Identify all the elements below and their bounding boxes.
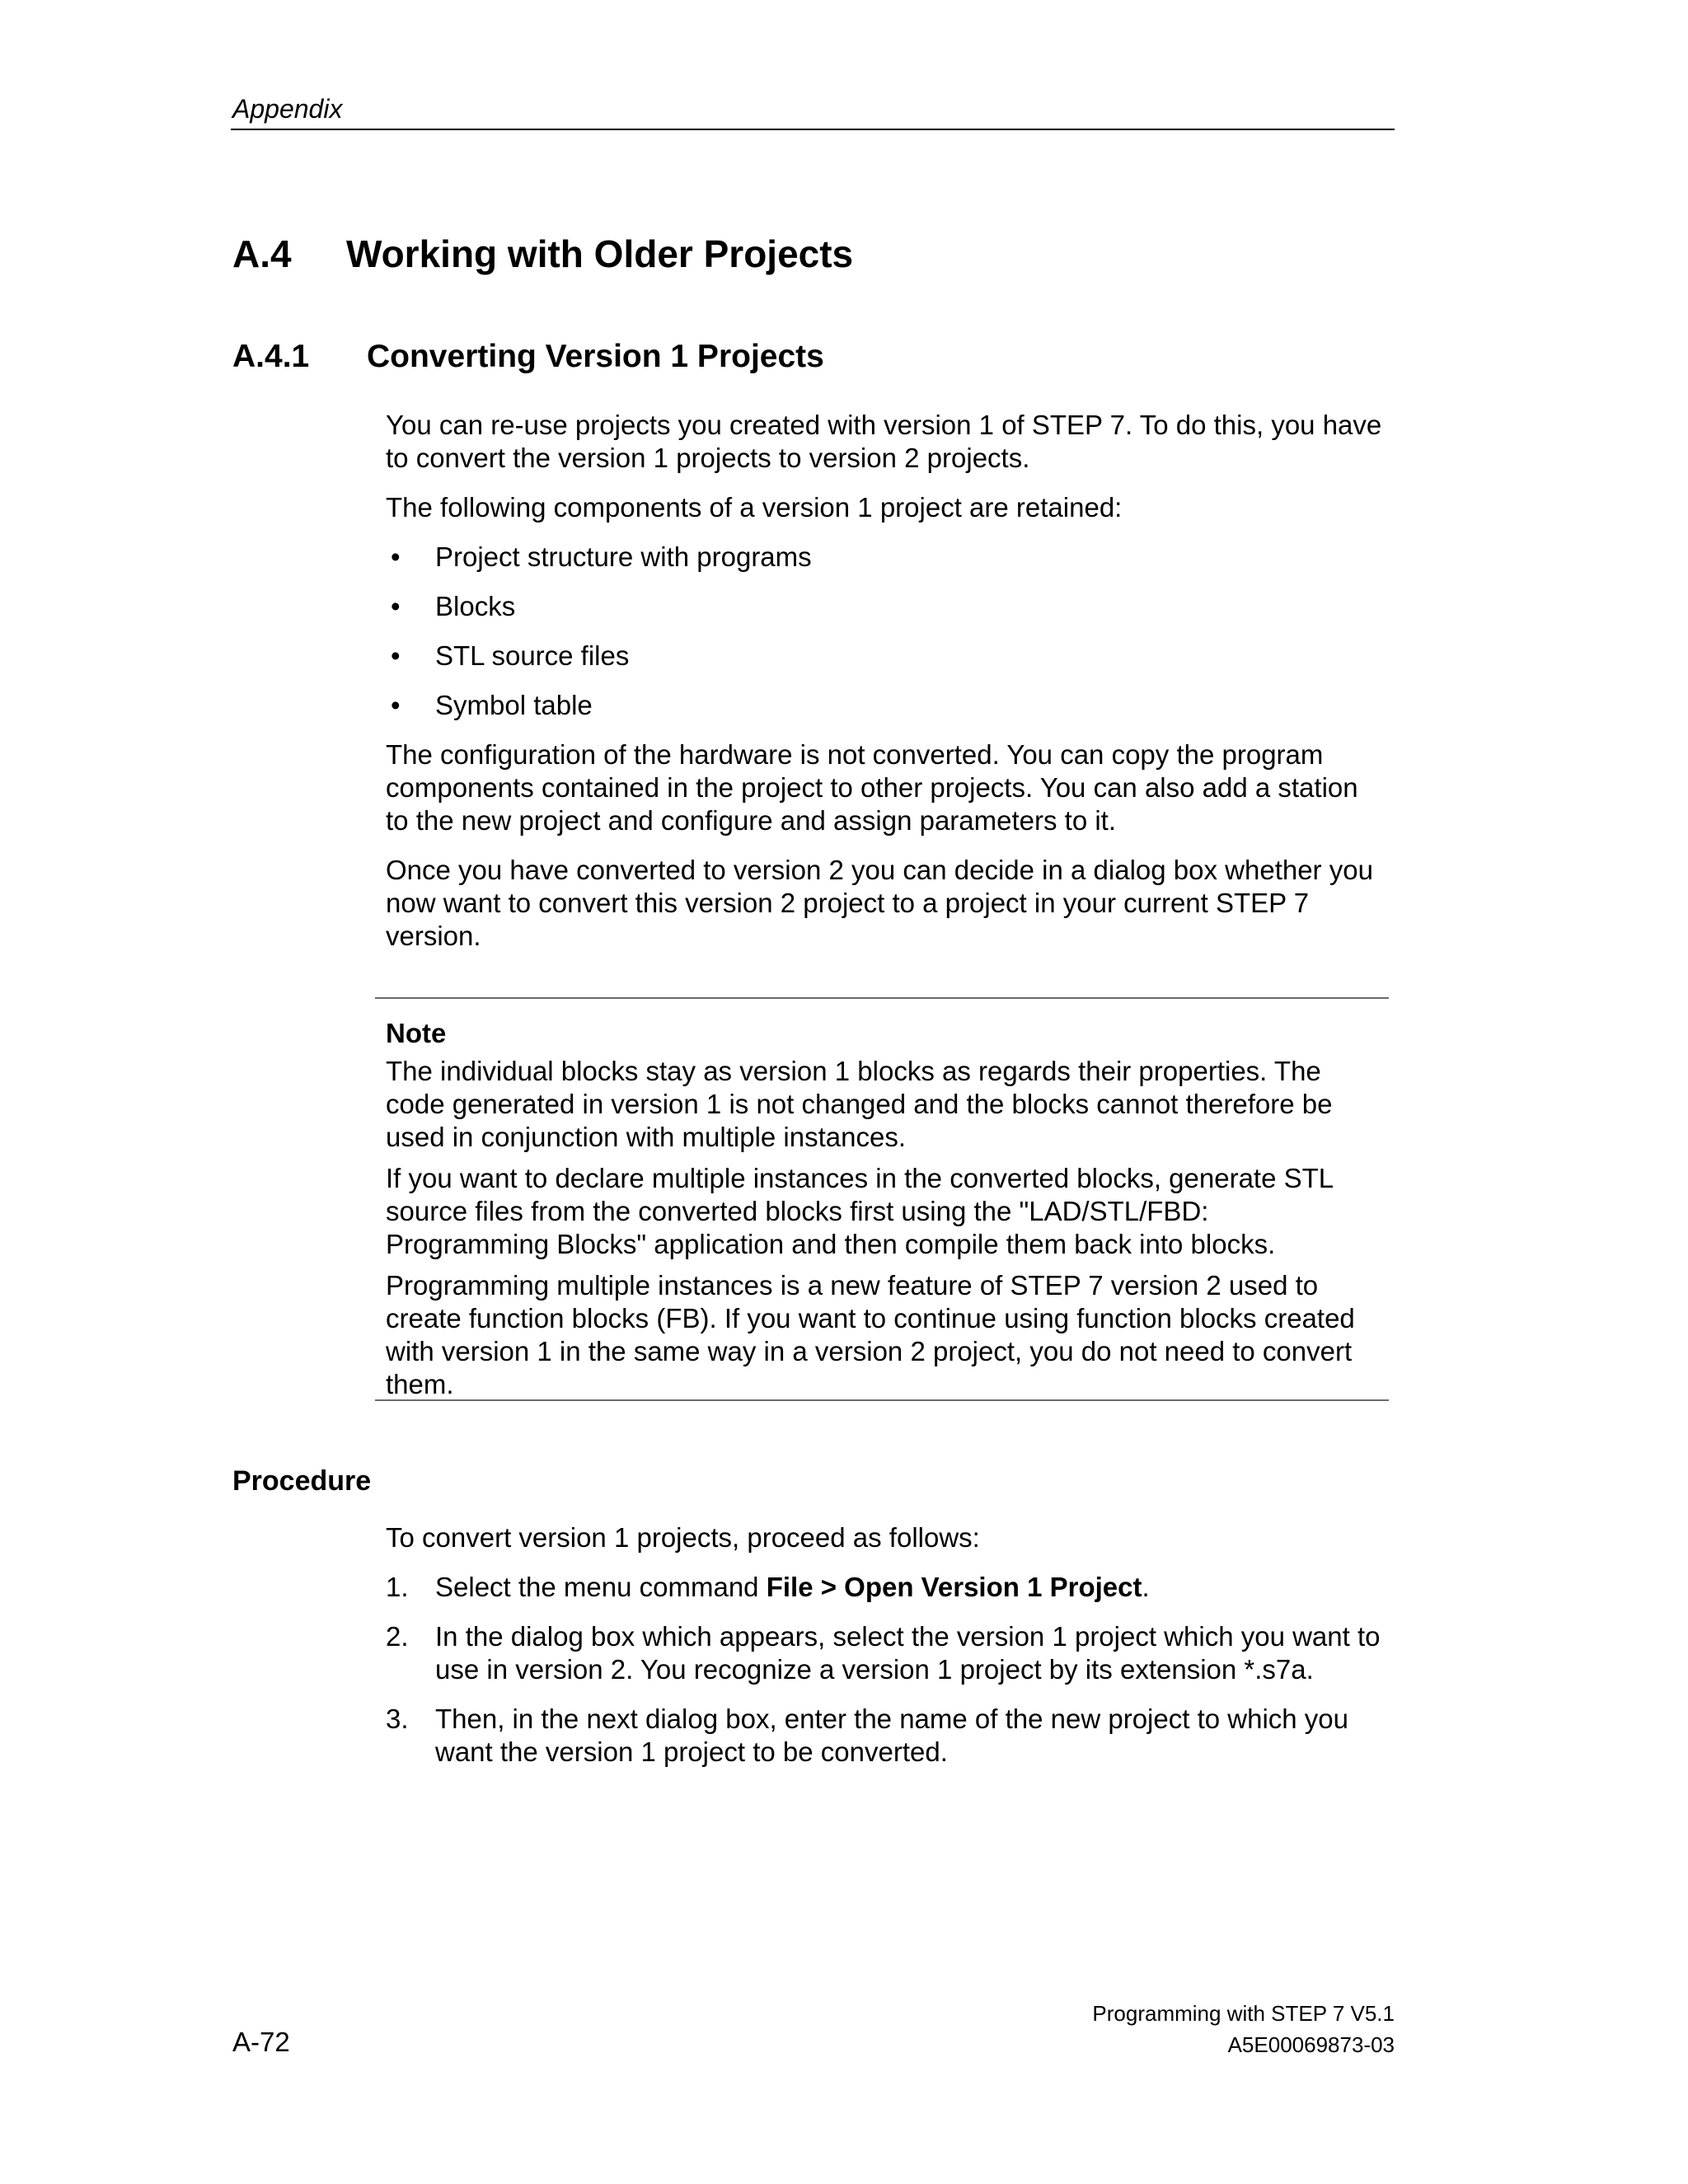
- step-number: 3.: [386, 1704, 409, 1734]
- note-paragraph-line: code generated in version 1 is not changed and the blocks cannot therefore be: [386, 1089, 1333, 1119]
- intro-paragraph-line: You can re-use projects you created with version 1 of STEP 7. To do this, you have: [386, 410, 1382, 440]
- running-header: Appendix: [232, 94, 343, 124]
- subsection-title: Converting Version 1 Projects: [367, 339, 824, 374]
- step-1-text: [435, 1571, 1400, 1604]
- note-bottom-rule: [375, 1399, 1389, 1401]
- bullet-marker: •: [391, 541, 401, 572]
- note-title: Note: [386, 1018, 447, 1048]
- step-1-pre: Select the menu command: [435, 1572, 767, 1602]
- menu-command: File > Open Version 1 Project: [766, 1572, 1142, 1602]
- procedure-heading: Procedure: [232, 1465, 372, 1497]
- bullet-item: Project structure with programs: [435, 541, 812, 572]
- step-3-line: Then, in the next dialog box, enter the name of the new project to which you: [435, 1704, 1349, 1734]
- section-number: A.4: [232, 232, 292, 275]
- note-paragraph-line: them.: [386, 1369, 454, 1399]
- section-title: Working with Older Projects: [346, 232, 854, 275]
- header-rule: [231, 129, 1395, 130]
- bullet-item: Symbol table: [435, 690, 593, 720]
- bullet-marker: •: [391, 690, 401, 720]
- note-paragraph-line: The individual blocks stay as version 1 blocks as regards their properties. The: [386, 1056, 1321, 1086]
- retained-components-intro: The following components of a version 1 project are retained:: [386, 492, 1123, 523]
- hardware-paragraph-line: The configuration of the hardware is not converted. You can copy the program: [386, 739, 1324, 770]
- procedure-intro: To convert version 1 projects, proceed as follows:: [386, 1522, 980, 1553]
- bullet-marker: •: [391, 591, 401, 621]
- order-number: A5E00069873-03: [1227, 2032, 1395, 2057]
- conversion-paragraph-line: version.: [386, 921, 481, 951]
- page-number: A-72: [232, 2027, 290, 2057]
- conversion-paragraph-line: Once you have converted to version 2 you can decide in a dialog box whether you: [386, 855, 1373, 885]
- hardware-paragraph-line: components contained in the project to other projects. You can also add a station: [386, 772, 1358, 803]
- note-paragraph-line: source files from the converted blocks first using the "LAD/STL/FBD:: [386, 1196, 1209, 1226]
- intro-paragraph-line: to convert the version 1 projects to version 2 projects.: [386, 443, 1030, 473]
- note-paragraph-line: If you want to declare multiple instances in the converted blocks, generate STL: [386, 1163, 1334, 1193]
- subsection-number: A.4.1: [232, 339, 310, 374]
- note-paragraph-line: with version 1 in the same way in a version 2 project, you do not need to convert: [386, 1336, 1353, 1366]
- note-paragraph-line: used in conjunction with multiple instances.: [386, 1122, 907, 1152]
- note-paragraph-line: create function blocks (FB). If you want to continue using function blocks created: [386, 1303, 1355, 1333]
- step-number: 2.: [386, 1621, 409, 1652]
- step-3-line: want the version 1 project to be converted.: [435, 1736, 948, 1767]
- note-top-rule: [375, 997, 1389, 999]
- bullet-item: Blocks: [435, 591, 516, 621]
- bullet-marker: •: [391, 640, 401, 671]
- step-number: 1.: [386, 1572, 409, 1602]
- step-2-line: In the dialog box which appears, select the version 1 project which you want to: [435, 1621, 1381, 1652]
- note-paragraph-line: Programming multiple instances is a new feature of STEP 7 version 2 used to: [386, 1270, 1319, 1301]
- manual-title: Programming with STEP 7 V5.1: [1092, 2001, 1395, 2026]
- hardware-paragraph-line: to the new project and configure and assign parameters to it.: [386, 805, 1117, 836]
- note-paragraph-line: Programming Blocks" application and then compile them back into blocks.: [386, 1229, 1276, 1259]
- step-2-line: use in version 2. You recognize a version 1 project by its extension *.s7a.: [435, 1654, 1314, 1685]
- conversion-paragraph-line: now want to convert this version 2 project to a project in your current STEP 7: [386, 888, 1310, 918]
- step-1-post: .: [1142, 1572, 1150, 1602]
- bullet-item: STL source files: [435, 640, 630, 671]
